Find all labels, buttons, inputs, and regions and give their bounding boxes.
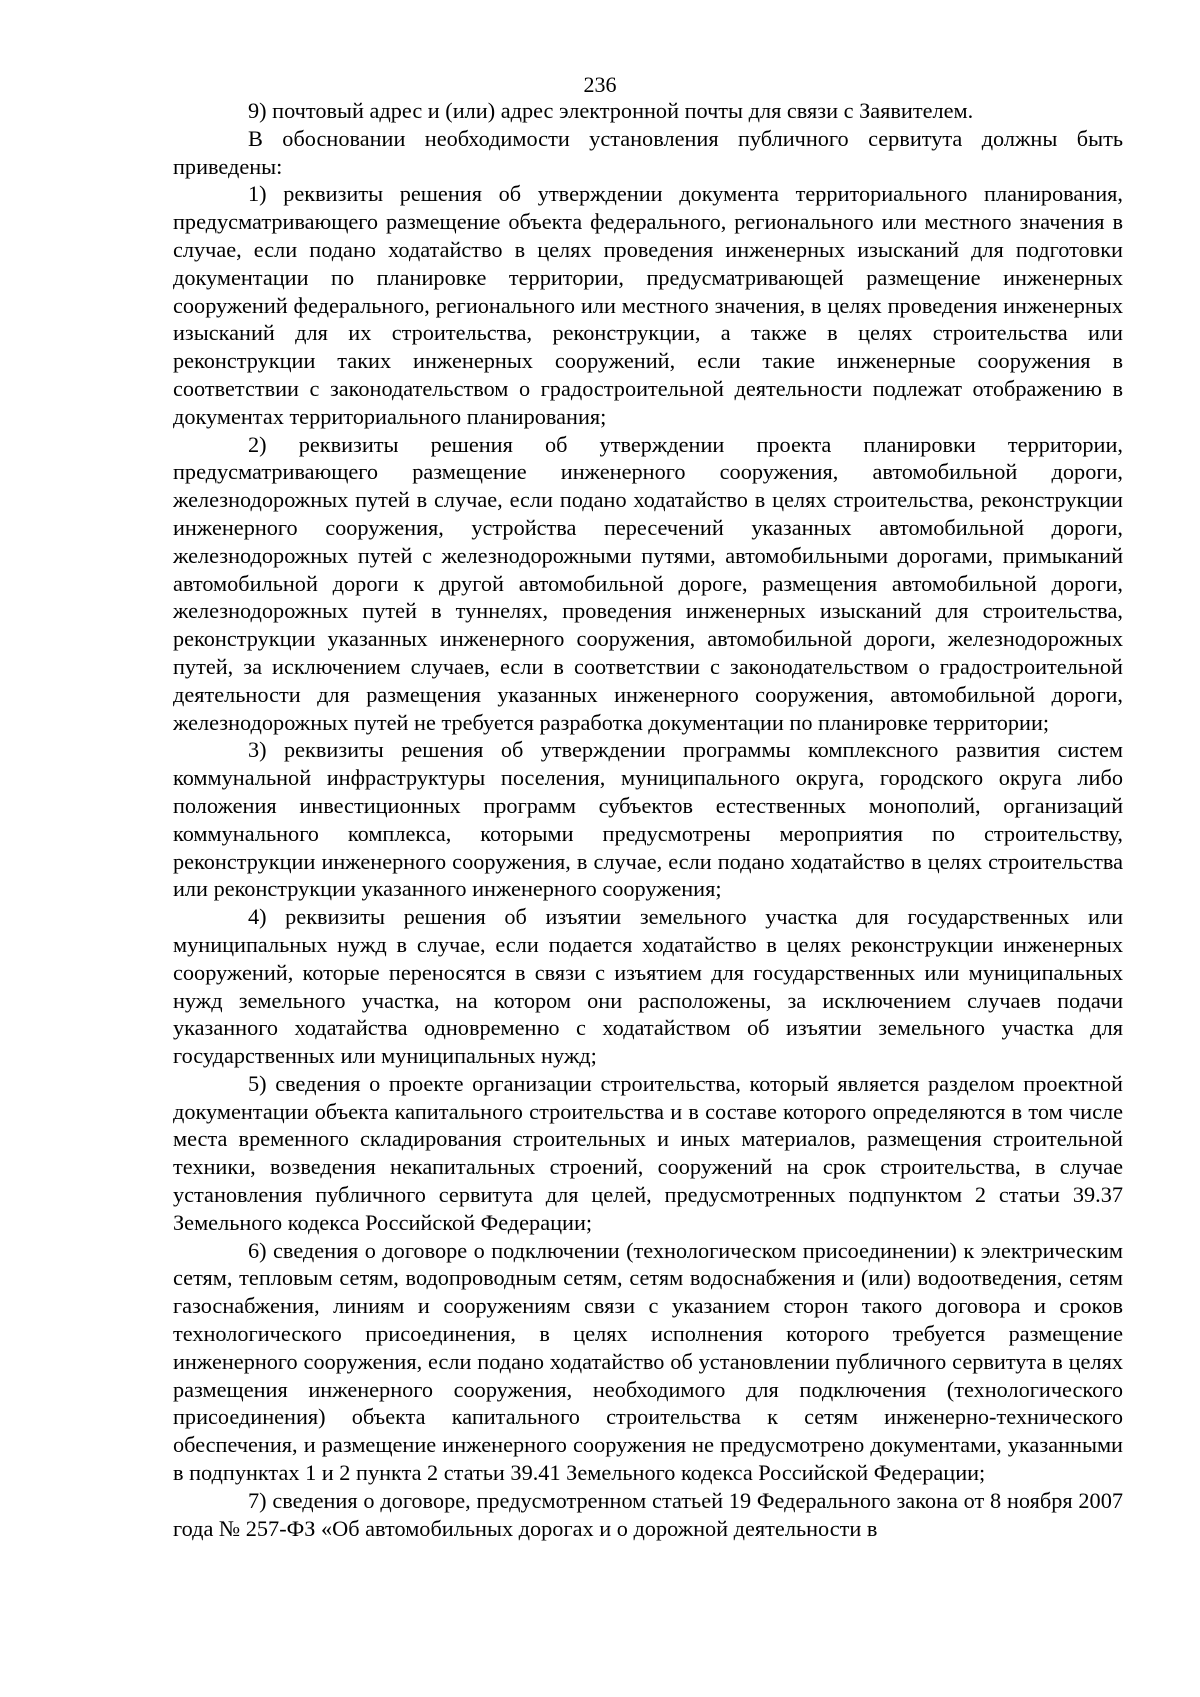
paragraph-item-2-planning-project: 2) реквизиты решения об утверждении проекта планировки территории, предусматривающего размещение инженерного сооружения, автомобильной дороги, железнодорожных путей в случае, если подано ходатайство в целях строительства, реконструкции инженерного сооружения, устройства пересечений указанных автомобильной дороги, железнодорожных путей с железнодорожными путями, автомобильными дорогами, примыканий автомобильной дороги к другой автомобильной дороге, размещения автомобильной дороги, железнодорожных путей в туннелях, проведения инженерных изысканий для строительства, реконструкции указанных инженерного сооружения, автомобильной дороги, железнодорожных путей, за исключением случаев, если в соответствии с законодательством о градостроительной деятельности для размещения указанных инженерного сооружения, автомобильной дороги, железнодорожных путей не требуется разработка документации по планировке территории; [173,431,1123,735]
paragraph-justification-intro: В обосновании необходимости установления публичного сервитута должны быть приведены: [173,125,1123,179]
paragraph-item-4-land-seizure: 4) реквизиты решения об изъятии земельного участка для государственных или муниципальных нужд в случае, если подается ходатайство в целях реконструкции инженерных сооружений, которые переносятся в связи с изъятием для государственных или муниципальных нужд земельного участка, на котором они расположены, за исключением случаев подачи указанного ходатайства одновременно с ходатайством об изъятии земельного участка для государственных или муниципальных нужд; [173,904,1123,1069]
paragraph-item-1-territorial-planning: 1) реквизиты решения об утверждении документа территориального планирования, предусматривающего размещение объекта федерального, регионального или местного значения в случае, если подано ходатайство в целях проведения инженерных изысканий для подготовки документации по планировке территории, предусматривающей размещение инженерных сооружений федерального, регионального или местного значения, в целях проведения инженерных изысканий для их строительства, реконструкции, а также в целях строительства или реконструкции таких инженерных сооружений, если такие инженерные сооружения в соответствии с законодательством о градостроительной деятельности подлежат отображению в документах территориального планирования; [173,181,1123,429]
paragraph-item-9-contact-address: 9) почтовый адрес и (или) адрес электронной почты для связи с Заявителем. [248,98,974,123]
paragraph-item-3-development-program: 3) реквизиты решения об утверждении программы комплексного развития систем коммунальной инфраструктуры поселения, муниципального округа, городского округа либо положения инвестиционных программ субъектов естественных монополий, организаций коммунального комплекса, которыми предусмотрены мероприятия по строительству, реконструкции инженерного сооружения, в случае, если подано ходатайство в целях строительства или реконструкции указанного инженерного сооружения; [173,737,1123,902]
paragraph-item-6-connection-contract: 6) сведения о договоре о подключении (технологическом присоединении) к электрическим сетям, тепловым сетям, водопроводным сетям, сетям водоснабжения и (или) водоотведения, сетям газоснабжения, линиям и сооружениям связи с указанием сторон такого договора и сроков технологического присоединения, в целях исполнения которого требуется размещение инженерного сооружения, если подано ходатайство об установлении публичного сервитута в целях размещения инженерного сооружения, необходимого для подключения (технологического присоединения) объекта капитального строительства к сетям инженерно-технического обеспечения, и размещение инженерного сооружения не предусмотрено документами, указанными в подпунктах 1 и 2 пункта 2 статьи 39.41 Земельного кодекса Российской Федерации; [173,1237,1123,1486]
paragraph-item-5-construction-project: 5) сведения о проекте организации строительства, который является разделом проектной документации объекта капитального строительства и в составе которого определяются в том числе места временного складирования строительных и иных материалов, размещения строительной техники, возведения некапитальных строений, сооружений на срок строительства, в случае установления публичного сервитута для целей, предусмотренных подпунктом 2 статьи 39.37 Земельного кодекса Российской Федерации; [173,1070,1123,1235]
page-number: 236 [583,72,617,97]
paragraph-item-7-road-contract: 7) сведения о договоре, предусмотренном статьей 19 Федерального закона от 8 ноября 2007 года № 257-ФЗ «Об автомобильных дорогах и о дорожной деятельности в [173,1487,1123,1541]
document-body [173,97,1123,1542]
